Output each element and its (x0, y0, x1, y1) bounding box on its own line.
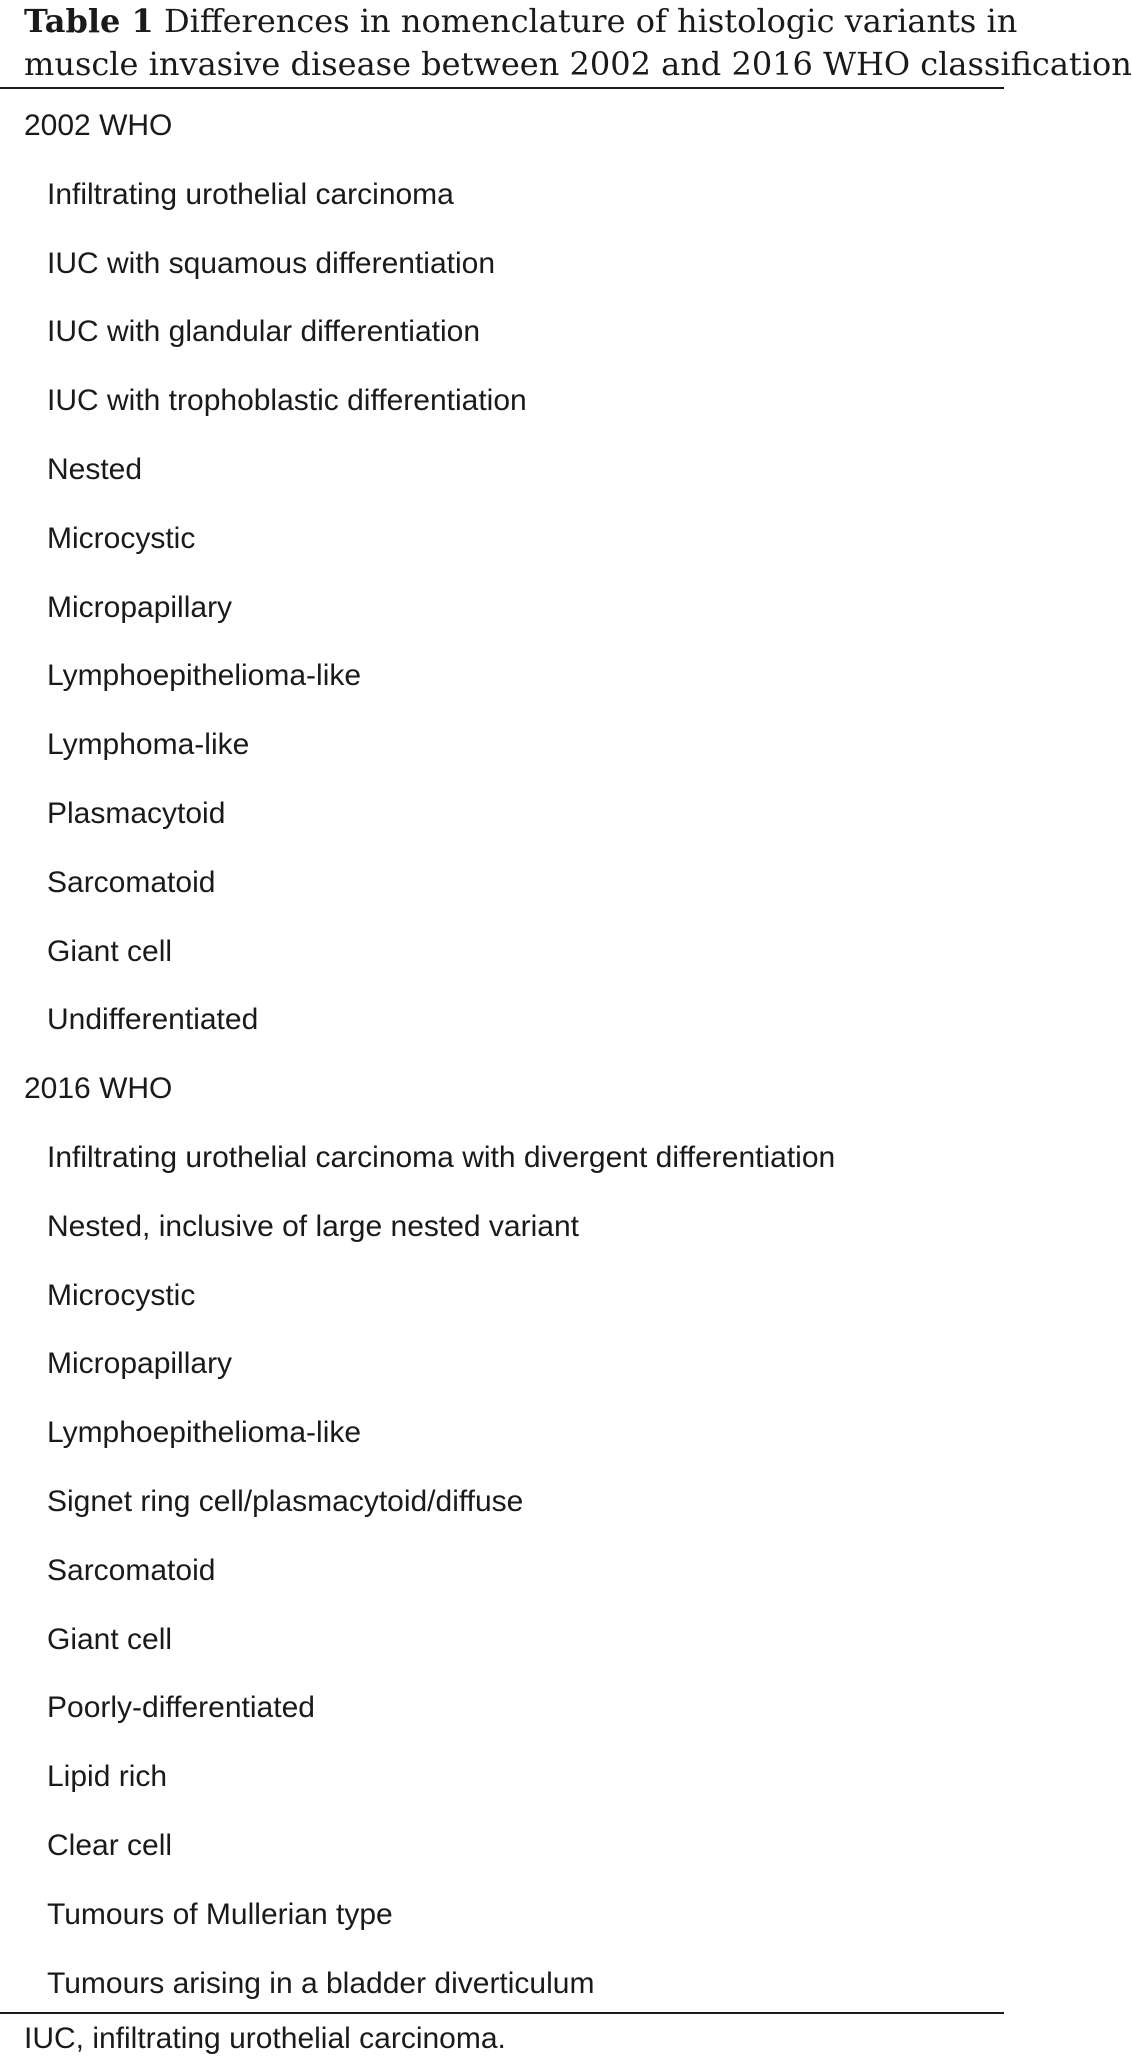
table-row: Tumours arising in a bladder diverticulum (47, 1966, 595, 2000)
table-row: Poorly-differentiated (47, 1691, 315, 1725)
caption-label: Table 1 (24, 2, 154, 40)
table-row: Lymphoepithelioma-like (47, 659, 362, 693)
table-bottom-rule (0, 2012, 1004, 2014)
table-row: Infiltrating urothelial carcinoma (47, 177, 454, 211)
table-row: IUC with trophoblastic differentiation (47, 384, 527, 418)
table-top-rule (0, 87, 1004, 89)
table-row: Microcystic (47, 1278, 196, 1312)
table-body (0, 92, 1004, 2018)
table-row: Lipid rich (47, 1760, 168, 1794)
table-row: Micropapillary (47, 590, 233, 624)
section-heading: 2002 WHO (24, 109, 173, 142)
table-row: IUC with squamous differentiation (47, 246, 496, 280)
table-footnote: IUC, infiltrating urothelial carcinoma. (24, 2022, 506, 2055)
table-row: Lymphoma-like (47, 728, 250, 762)
table-row: Lymphoepithelioma-like (47, 1416, 362, 1450)
table-row: Sarcomatoid (47, 865, 216, 899)
table-row: Signet ring cell/plasmacytoid/diffuse (47, 1484, 524, 1518)
table-row: Microcystic (47, 521, 196, 555)
table-row: Undifferentiated (47, 1003, 259, 1037)
caption-line-1 (24, 0, 1018, 43)
caption-title-part-1: Differences in nomenclature of histologic variants in (163, 2, 1018, 40)
table-row: Nested (47, 452, 143, 486)
table-row: Nested, inclusive of large nested variant (47, 1209, 579, 1243)
table-row: Sarcomatoid (47, 1553, 216, 1587)
table-caption (24, 0, 1132, 86)
table-row: Micropapillary (47, 1347, 233, 1381)
table-row: Tumours of Mullerian type (47, 1897, 393, 1931)
table-row: Plasmacytoid (47, 796, 226, 830)
section-heading: 2016 WHO (24, 1072, 173, 1106)
table-row: IUC with glandular differentiation (47, 315, 481, 349)
caption-line-2: muscle invasive disease between 2002 and 2016 WHO classification (24, 45, 1132, 83)
table-row: Giant cell (47, 934, 173, 968)
table-row: Infiltrating urothelial carcinoma with divergent differentiation (47, 1140, 836, 1174)
table-row: Giant cell (47, 1622, 173, 1656)
table-row: Clear cell (47, 1828, 173, 1862)
